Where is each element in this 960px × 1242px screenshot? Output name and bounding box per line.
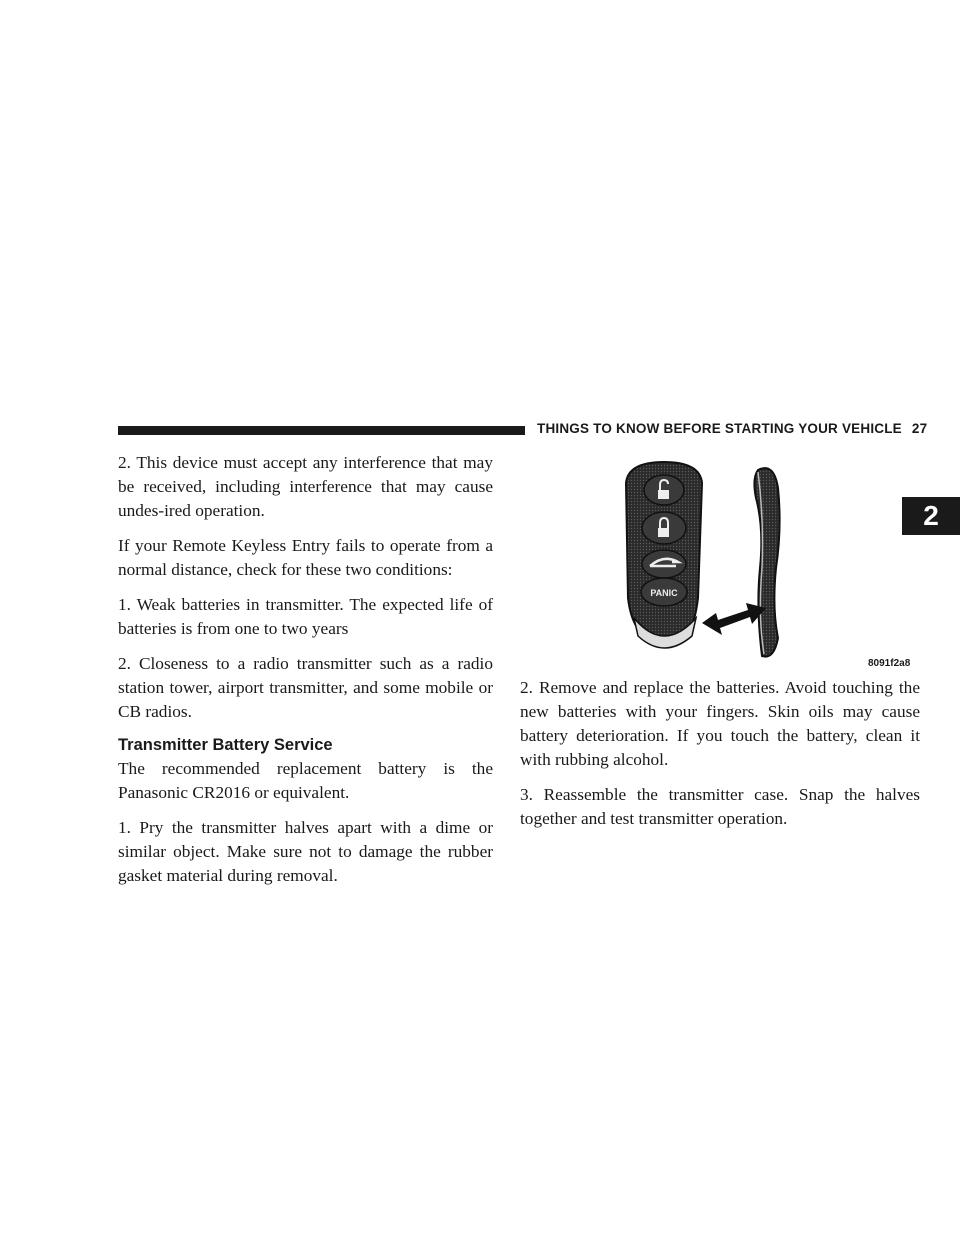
paragraph: The recommended replacement battery is the Panasonic CR2016 or equivalent.: [118, 759, 493, 802]
left-column: [118, 451, 493, 899]
paragraph: 2. This device must accept any interference that may be received, including interference that may cause undes-ired operation.: [118, 453, 493, 520]
section-heading: Transmitter Battery Service: [118, 736, 333, 754]
chapter-tab: 2: [902, 497, 960, 535]
paragraph: 3. Reassemble the transmitter case. Snap the halves together and test transmitter operation.: [520, 785, 920, 828]
header-rule: [118, 426, 525, 435]
paragraph: If your Remote Keyless Entry fails to operate from a normal distance, check for these two conditions:: [118, 536, 493, 579]
fob-side: [754, 468, 779, 656]
paragraph: 1. Pry the transmitter halves apart with a dime or similar object. Make sure not to damage the rubber gasket material during removal.: [118, 818, 493, 885]
page-number: 27: [911, 421, 928, 436]
paragraph: 1. Weak batteries in transmitter. The expected life of batteries is from one to two years: [118, 595, 493, 638]
header-title: THINGS TO KNOW BEFORE STARTING YOUR VEHICLE: [537, 421, 902, 436]
right-column: [520, 676, 920, 842]
panic-label: PANIC: [650, 588, 678, 598]
paragraph: 2. Closeness to a radio transmitter such as a radio station tower, airport transmitter, and some mobile or CB radios.: [118, 654, 493, 721]
running-header: [537, 421, 927, 436]
pry-arrow-icon: [702, 603, 766, 635]
paragraph: 2. Remove and replace the batteries. Avoid touching the new batteries with your fingers. Skin oils may cause battery deterioration. If you touch the battery, clean it with rubbing alcohol.: [520, 678, 920, 769]
figure-code: 8091f2a8: [868, 658, 911, 669]
key-fob-illustration: [606, 458, 896, 668]
fob-front: [626, 462, 702, 648]
